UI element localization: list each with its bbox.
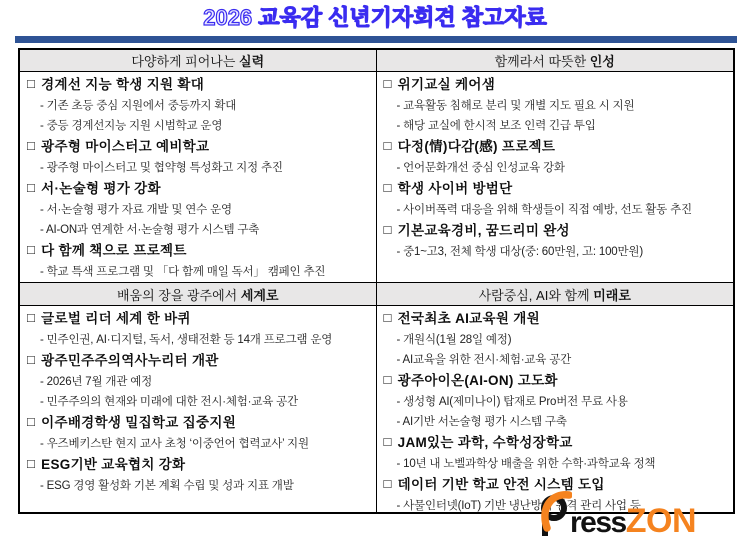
- checkbox-icon: □: [383, 138, 392, 153]
- item-sub: - 개원식(1월 28일 예정): [396, 334, 512, 346]
- item-title: [384, 178, 730, 200]
- item-title-text: 위기교실 케어샘: [397, 77, 496, 92]
- section-header-bold: 인성: [589, 54, 615, 69]
- checkbox-icon: □: [383, 476, 392, 491]
- section-content-character: [377, 72, 734, 283]
- item-title: [27, 308, 372, 330]
- item-title-text: 서·논술형 평가 강화: [41, 181, 161, 196]
- section-header-text: 배움의 장을 광주에서: [116, 287, 241, 303]
- item-title-text: 기본교육경비, 꿈드리미 완성: [397, 223, 570, 238]
- item-sub: - AI교육을 위한 전시·체험·교육 공간: [396, 354, 572, 366]
- checkbox-icon: □: [27, 352, 36, 367]
- checkbox-icon: □: [27, 414, 36, 429]
- item-title-text: 데이터 기반 학교 안전 시스템 도입: [397, 477, 605, 492]
- presszon-logo-text-orange: ZON: [625, 502, 697, 540]
- item-title: [27, 74, 372, 96]
- item-title-text: 광주민주주의역사누리터 개관: [41, 353, 219, 368]
- checkbox-icon: □: [27, 242, 36, 257]
- item-title-text: 다정(情)다감(感) 프로젝트: [397, 139, 556, 154]
- item-title-text: 경계선 지능 학생 지원 확대: [41, 77, 205, 92]
- item-title: [27, 240, 372, 262]
- section-header-bold: 세계로: [240, 287, 279, 303]
- item-sub: - AI-ON과 연계한 서·논술형 평가 시스템 구축: [40, 224, 260, 236]
- checkbox-icon: □: [27, 456, 36, 471]
- item-title-text: 학생 사이버 방범단: [397, 181, 513, 196]
- item-sub: - 서·논술형 평가 자료 개발 및 연수 운영: [40, 204, 232, 216]
- section-header-skill: [20, 50, 377, 72]
- item-sub: - 사물인터넷(IoT) 기반 냉난방기 원격 관리 사업 등: [396, 500, 641, 512]
- item-sub: - 교육활동 침해로 분리 및 개별 지도 필요 시 지원: [396, 100, 635, 112]
- item-title-text: 이주배경학생 밀집학교 집중지원: [41, 415, 237, 430]
- item-sub: - ESG 경영 활성화 기본 계획 수립 및 성과 지표 개발: [40, 480, 294, 492]
- item-sub: - 민주인권, AI·디지털, 독서, 생태전환 등 14개 프로그램 운영: [40, 334, 333, 346]
- presszon-logo: [536, 491, 697, 540]
- item-sub: - 광주형 마이스터고 및 협약형 특성화고 지정 추진: [40, 162, 283, 174]
- item-sub: - 10년 내 노벨과학상 배출을 위한 수학·과학교육 정책: [396, 458, 656, 470]
- section-header-text: 함께라서 따뜻한: [494, 54, 590, 69]
- item-title: [384, 136, 730, 158]
- item-sub: - 언어문화개선 중심 인성교육 강화: [396, 162, 565, 174]
- item-title: [384, 432, 730, 454]
- section-header-future: [377, 283, 734, 306]
- item-sub: - 민주주의의 현재와 미래에 대한 전시·체험·교육 공간: [40, 396, 298, 408]
- item-title-text: 다 함께 책으로 프로젝트: [41, 243, 187, 258]
- item-sub: - 생성형 AI(제미나이) 탑재로 Pro버전 무료 사용: [396, 396, 628, 408]
- section-header-world: [20, 283, 377, 306]
- checkbox-icon: □: [383, 222, 392, 237]
- presszon-p-mark-icon: [536, 491, 570, 537]
- checkbox-icon: □: [383, 434, 392, 449]
- checkbox-icon: □: [383, 310, 392, 325]
- checkbox-icon: □: [383, 76, 392, 91]
- section-content-skill: [20, 72, 377, 283]
- item-title-text: 글로벌 리더 세계 한 바퀴: [41, 311, 191, 326]
- section-content-world: [20, 306, 377, 512]
- checkbox-icon: □: [27, 310, 36, 325]
- item-title: [27, 178, 372, 200]
- item-title: [27, 350, 372, 372]
- item-sub: - AI기반 서논술형 평가 시스템 구축: [396, 416, 567, 428]
- item-title: [384, 220, 730, 242]
- item-sub: - 기존 초등 중심 지원에서 중등까지 확대: [40, 100, 237, 112]
- checkbox-icon: □: [383, 180, 392, 195]
- item-sub: - 중등 경계선지능 지원 시범학교 운영: [40, 120, 223, 132]
- checkbox-icon: □: [383, 372, 392, 387]
- item-sub: - 학교 특색 프로그램 및 「다 함께 매일 독서」 캠페인 추진: [40, 266, 326, 278]
- item-title-text: 광주아이온(AI-ON) 고도화: [397, 373, 558, 388]
- item-title-text: JAM있는 과학, 수학성장학교: [397, 435, 573, 450]
- item-title-text: 광주형 마이스터고 예비학교: [41, 139, 210, 154]
- item-title: [384, 370, 730, 392]
- checkbox-icon: □: [27, 76, 36, 91]
- checkbox-icon: □: [27, 180, 36, 195]
- section-header-bold: 미래로: [593, 287, 631, 303]
- item-sub: - 사이버폭력 대응을 위해 학생들이 직접 예방, 선도 활동 추진: [396, 204, 692, 216]
- item-title: [27, 412, 372, 434]
- section-header-character: [377, 50, 734, 72]
- presszon-logo-text-black: ress: [570, 506, 626, 540]
- item-title: [384, 74, 730, 96]
- title-underline-bar: [15, 36, 737, 43]
- page-title: 2026 교육감 신년기자회견 참고자료: [203, 5, 547, 30]
- item-title-text: ESG기반 교육협치 강화: [41, 457, 186, 472]
- item-title: [384, 308, 730, 330]
- summary-table: [18, 48, 735, 514]
- section-header-text: 다양하게 피어나는: [131, 54, 240, 69]
- item-sub: - 중1~고3, 전체 학생 대상(중: 60만원, 고: 100만원): [396, 246, 643, 258]
- checkbox-icon: □: [27, 138, 36, 153]
- item-title-text: 전국최초 AI교육원 개원: [397, 311, 540, 326]
- section-content-future: [377, 306, 734, 512]
- item-title: [27, 136, 372, 158]
- item-sub: - 우즈베키스탄 현지 교사 초청 ‘이중언어 협력교사’ 지원: [40, 438, 309, 450]
- section-header-text: 사람중심, AI와 함께: [478, 287, 594, 303]
- item-title: [27, 454, 372, 476]
- section-header-bold: 실력: [239, 54, 265, 69]
- item-sub: - 2026년 7월 개관 예정: [40, 376, 153, 388]
- item-sub: - 해당 교실에 한시적 보조 인력 긴급 투입: [396, 120, 596, 132]
